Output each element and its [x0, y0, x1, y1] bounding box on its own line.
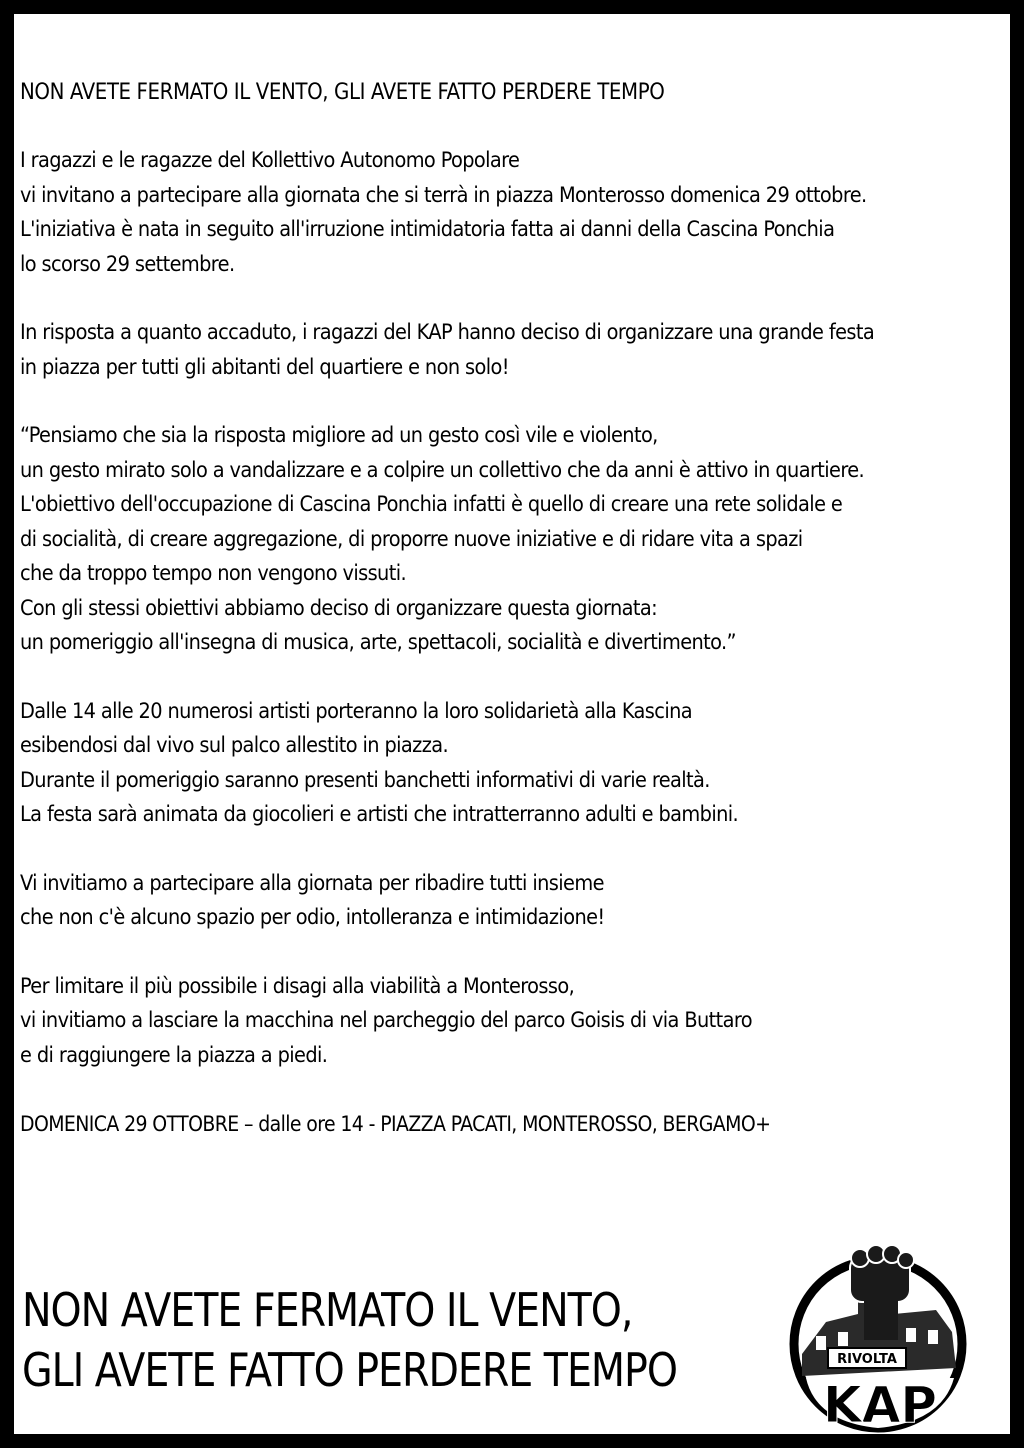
- window-icon: [928, 1330, 938, 1344]
- big-title-line-2: GLI AVETE FATTO PERDERE TEMPO: [22, 1343, 677, 1397]
- big-title: [22, 1280, 742, 1400]
- text-line: un gesto mirato solo a vandalizzare e a colpire un collettivo che da anni è attivo in quartiere.: [20, 457, 865, 483]
- text-line: in piazza per tutti gli abitanti del quartiere e non solo!: [20, 354, 509, 380]
- paragraph-program: [20, 695, 1014, 833]
- logo-initials: KAP: [822, 1376, 938, 1434]
- kap-logo: [766, 1236, 994, 1436]
- text-line: e di raggiungere la piazza a piedi.: [20, 1042, 328, 1068]
- text-line: Per limitare il più possibile i disagi alla viabilità a Monterosso,: [20, 973, 575, 999]
- paragraph-response: [20, 316, 1014, 385]
- text-line: lo scorso 29 settembre.: [20, 251, 235, 277]
- text-line: La festa sarà animata da giocolieri e artisti che intratterranno adulti e bambini.: [20, 802, 739, 827]
- event-details: DOMENICA 29 OTTOBRE – dalle ore 14 - PIAZZA PACATI, MONTEROSSO, BERGAMO+: [20, 1112, 771, 1136]
- text-line: vi invitiamo a lasciare la macchina nel parcheggio del parco Goisis di via Buttaro: [20, 1008, 753, 1033]
- window-icon: [838, 1332, 848, 1346]
- text-line: Durante il pomeriggio saranno presenti banchetti informativi di varie realtà.: [20, 767, 710, 793]
- window-icon: [816, 1336, 826, 1350]
- text-line: L'iniziativa è nata in seguito all'irruzione intimidatoria fatta ai danni della Cascina Ponchia: [20, 217, 835, 242]
- text-line: che non c'è alcuno spazio per odio, intolleranza e intimidazione!: [20, 905, 605, 930]
- text-line: Con gli stessi obiettivi abbiamo deciso di organizzare questa giornata:: [20, 595, 658, 621]
- big-title-line-1: NON AVETE FERMATO IL VENTO,: [22, 1283, 633, 1337]
- text-line: di socialità, di creare aggregazione, di proporre nuove iniziative e di ridare vita a spazi: [20, 526, 803, 552]
- paragraph-parking: [20, 970, 1014, 1074]
- paragraph-intro: [20, 144, 1014, 282]
- text-line: esibendosi dal vivo sul palco allestito in piazza.: [20, 733, 449, 758]
- poster-heading: NON AVETE FERMATO IL VENTO, GLI AVETE FATTO PERDERE TEMPO: [20, 80, 665, 105]
- poster-body: [20, 76, 1014, 1141]
- text-line: In risposta a quanto accaduto, i ragazzi del KAP hanno deciso di organizzare una grande festa: [20, 320, 875, 345]
- text-line: un pomeriggio all'insegna di musica, arte, spettacoli, socialità e divertimento.”: [20, 630, 736, 655]
- text-line: vi invitano a partecipare alla giornata che si terrà in piazza Monterosso domenica 29 ottobre.: [20, 182, 867, 208]
- text-line: che da troppo tempo non vengono vissuti.: [20, 561, 407, 586]
- text-line: Vi invitiamo a partecipare alla giornata per ribadire tutti insieme: [20, 870, 604, 896]
- banner-text: RIVOLTA: [837, 1352, 897, 1367]
- text-line: Dalle 14 alle 20 numerosi artisti porteranno la loro solidarietà alla Kascina: [20, 698, 693, 724]
- paragraph-invitation: [20, 867, 1014, 936]
- window-icon: [906, 1328, 916, 1342]
- text-line: L'obiettivo dell'occupazione di Cascina Ponchia infatti è quello di creare una rete solidale e: [20, 492, 843, 517]
- text-line: “Pensiamo che sia la risposta migliore ad un gesto così vile e violento,: [20, 423, 658, 448]
- paragraph-quote: [20, 419, 1014, 661]
- text-line: I ragazzi e le ragazze del Kollettivo Autonomo Popolare: [20, 148, 520, 173]
